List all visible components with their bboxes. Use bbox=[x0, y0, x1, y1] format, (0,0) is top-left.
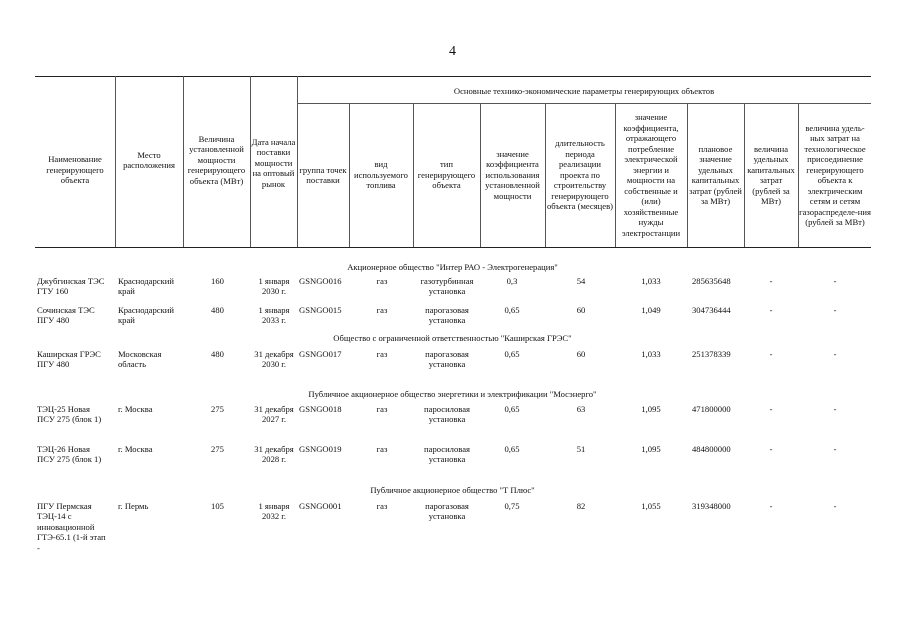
cell-gtp: GSNGO017 bbox=[299, 349, 342, 359]
header-sub-coef: значение коэффициента, отражающего потребление электрической энергии и мощности на собственные и (или) хозяйственные нужды электростанции bbox=[621, 112, 681, 238]
cell-place: Краснодарский край bbox=[118, 276, 174, 297]
header-sub-tp: величина удель-ных затрат на технологическое присоединение генерирующего объекта к электрическим сетям и сетям газораспределе-ния (рублей за МВт) bbox=[799, 122, 871, 227]
header-sub-gtp: группа точек поставки bbox=[299, 164, 347, 185]
cell-place: Краснодарский край bbox=[118, 305, 174, 326]
cell-coef: 1,055 bbox=[641, 501, 661, 511]
cell-type: газотурбинная установка bbox=[420, 276, 474, 297]
cell-capex: - bbox=[769, 404, 773, 414]
header-bottom-border bbox=[35, 247, 871, 248]
cell-coef: 1,095 bbox=[641, 444, 661, 454]
cell-capex: - bbox=[769, 305, 773, 315]
org-heading: Акционерное общество "Интер РАО - Электрогенерация" bbox=[347, 262, 558, 272]
cell-months: 54 bbox=[576, 276, 586, 286]
cell-name: Джубгинская ТЭС ГТУ 160 bbox=[37, 276, 105, 297]
cell-name: ПГУ Пермская ТЭЦ-14 с инновационной ГТЭ-65.1 (1-й этап - bbox=[37, 501, 106, 553]
cell-capacity: 480 bbox=[211, 349, 224, 359]
cell-capex: - bbox=[769, 349, 773, 359]
cell-tp: - bbox=[833, 404, 837, 414]
cell-kium: 0,75 bbox=[504, 501, 520, 511]
cell-place: г. Москва bbox=[118, 404, 153, 414]
cell-type: парогазовая установка bbox=[425, 501, 469, 522]
cell-kium: 0,65 bbox=[504, 349, 520, 359]
cell-place: Московская область bbox=[118, 349, 162, 370]
cell-tp: - bbox=[833, 349, 837, 359]
org-heading: Публичное акционерное общество энергетики и электрификации "Мосэнерго" bbox=[308, 389, 597, 399]
header-main-params: Основные технико-экономические параметры генерирующих объектов bbox=[453, 85, 715, 96]
cell-start: 31 декабря 2028 г. bbox=[254, 444, 294, 465]
header-name: Наименование генерирующего объекта bbox=[46, 154, 104, 186]
cell-capacity: 105 bbox=[211, 501, 224, 511]
cell-tp: - bbox=[833, 276, 837, 286]
cell-capex-plan: 285635648 bbox=[692, 276, 731, 286]
cell-name: Каширская ГРЭС ПГУ 480 bbox=[37, 349, 101, 370]
cell-coef: 1,033 bbox=[641, 276, 661, 286]
table-top-border bbox=[35, 76, 871, 77]
header-sub-kium: значение коэффициента использования установленной мощности bbox=[485, 148, 540, 201]
params-divider bbox=[297, 103, 871, 104]
cell-gtp: GSNGO015 bbox=[299, 305, 342, 315]
cell-place: г. Москва bbox=[118, 444, 153, 454]
cell-tp: - bbox=[833, 501, 837, 511]
cell-gtp: GSNGO016 bbox=[299, 276, 342, 286]
cell-months: 82 bbox=[576, 501, 586, 511]
cell-capex-plan: 484800000 bbox=[692, 444, 731, 454]
header-capacity: Величина установленной мощности генерирующего объекта (МВт) bbox=[187, 133, 246, 186]
cell-coef: 1,095 bbox=[641, 404, 661, 414]
org-heading: Публичное акционерное общество "Т Плюс" bbox=[370, 485, 535, 495]
cell-fuel: газ bbox=[376, 444, 388, 454]
org-heading: Общество с ограниченной ответственностью "Каширская ГРЭС" bbox=[333, 333, 572, 343]
cell-capacity: 480 bbox=[211, 305, 224, 315]
header-sub-capex: величина удельных капитальных затрат (рублей за МВт) bbox=[747, 143, 795, 206]
cell-capex-plan: 304736444 bbox=[692, 305, 731, 315]
header-sub-fuel: вид используемого топлива bbox=[354, 159, 408, 191]
cell-capex-plan: 319348000 bbox=[692, 501, 731, 511]
header-start-date: Дата начала поставки мощности на оптовый рынок bbox=[251, 136, 296, 189]
cell-place: г. Пермь bbox=[118, 501, 149, 511]
cell-kium: 0,65 bbox=[504, 305, 520, 315]
cell-capex-plan: 251378339 bbox=[692, 349, 731, 359]
cell-start: 1 января 2033 г. bbox=[258, 305, 290, 326]
col-divider bbox=[297, 76, 298, 247]
header-sub-type: тип генерирующего объекта bbox=[417, 159, 476, 191]
cell-coef: 1,033 bbox=[641, 349, 661, 359]
cell-capacity: 160 bbox=[211, 276, 224, 286]
page-number: 4 bbox=[449, 44, 456, 59]
cell-fuel: газ bbox=[376, 501, 388, 511]
cell-gtp: GSNGO019 bbox=[299, 444, 342, 454]
cell-capex: - bbox=[769, 444, 773, 454]
cell-kium: 0,65 bbox=[504, 444, 520, 454]
cell-coef: 1,049 bbox=[641, 305, 661, 315]
cell-fuel: газ bbox=[376, 404, 388, 414]
cell-start: 1 января 2030 г. bbox=[258, 276, 290, 297]
cell-name: ТЭЦ-25 Новая ПСУ 275 (блок 1) bbox=[37, 404, 102, 425]
cell-months: 60 bbox=[576, 349, 586, 359]
header-sub-capex-plan: плановое значение удельных капитальных затрат (рублей за МВт) bbox=[689, 143, 742, 206]
cell-months: 63 bbox=[576, 404, 586, 414]
cell-fuel: газ bbox=[376, 305, 388, 315]
cell-capacity: 275 bbox=[211, 404, 224, 414]
cell-capex: - bbox=[769, 501, 773, 511]
cell-name: ТЭЦ-26 Новая ПСУ 275 (блок 1) bbox=[37, 444, 102, 465]
cell-months: 60 bbox=[576, 305, 586, 315]
cell-fuel: газ bbox=[376, 349, 388, 359]
cell-capex: - bbox=[769, 276, 773, 286]
cell-type: парогазовая установка bbox=[425, 349, 469, 370]
cell-kium: 0,65 bbox=[504, 404, 520, 414]
cell-type: паросиловая установка bbox=[424, 444, 470, 465]
header-sub-months: длительность периода реализации проекта по строительству генерирующего объекта (месяцев) bbox=[546, 138, 614, 212]
header-place: Место расположения bbox=[123, 149, 175, 170]
cell-gtp: GSNGO018 bbox=[299, 404, 342, 414]
cell-name: Сочинская ТЭС ПГУ 480 bbox=[37, 305, 95, 326]
cell-type: паросиловая установка bbox=[424, 404, 470, 425]
cell-capex-plan: 471800000 bbox=[692, 404, 731, 414]
cell-tp: - bbox=[833, 444, 837, 454]
cell-start: 31 декабря 2027 г. bbox=[254, 404, 294, 425]
cell-gtp: GSNGO001 bbox=[299, 501, 342, 511]
cell-start: 1 января 2032 г. bbox=[258, 501, 290, 522]
cell-start: 31 декабря 2030 г. bbox=[254, 349, 294, 370]
cell-kium: 0,3 bbox=[506, 276, 518, 286]
cell-type: парогазовая установка bbox=[425, 305, 469, 326]
cell-months: 51 bbox=[576, 444, 586, 454]
cell-capacity: 275 bbox=[211, 444, 224, 454]
cell-fuel: газ bbox=[376, 276, 388, 286]
cell-tp: - bbox=[833, 305, 837, 315]
